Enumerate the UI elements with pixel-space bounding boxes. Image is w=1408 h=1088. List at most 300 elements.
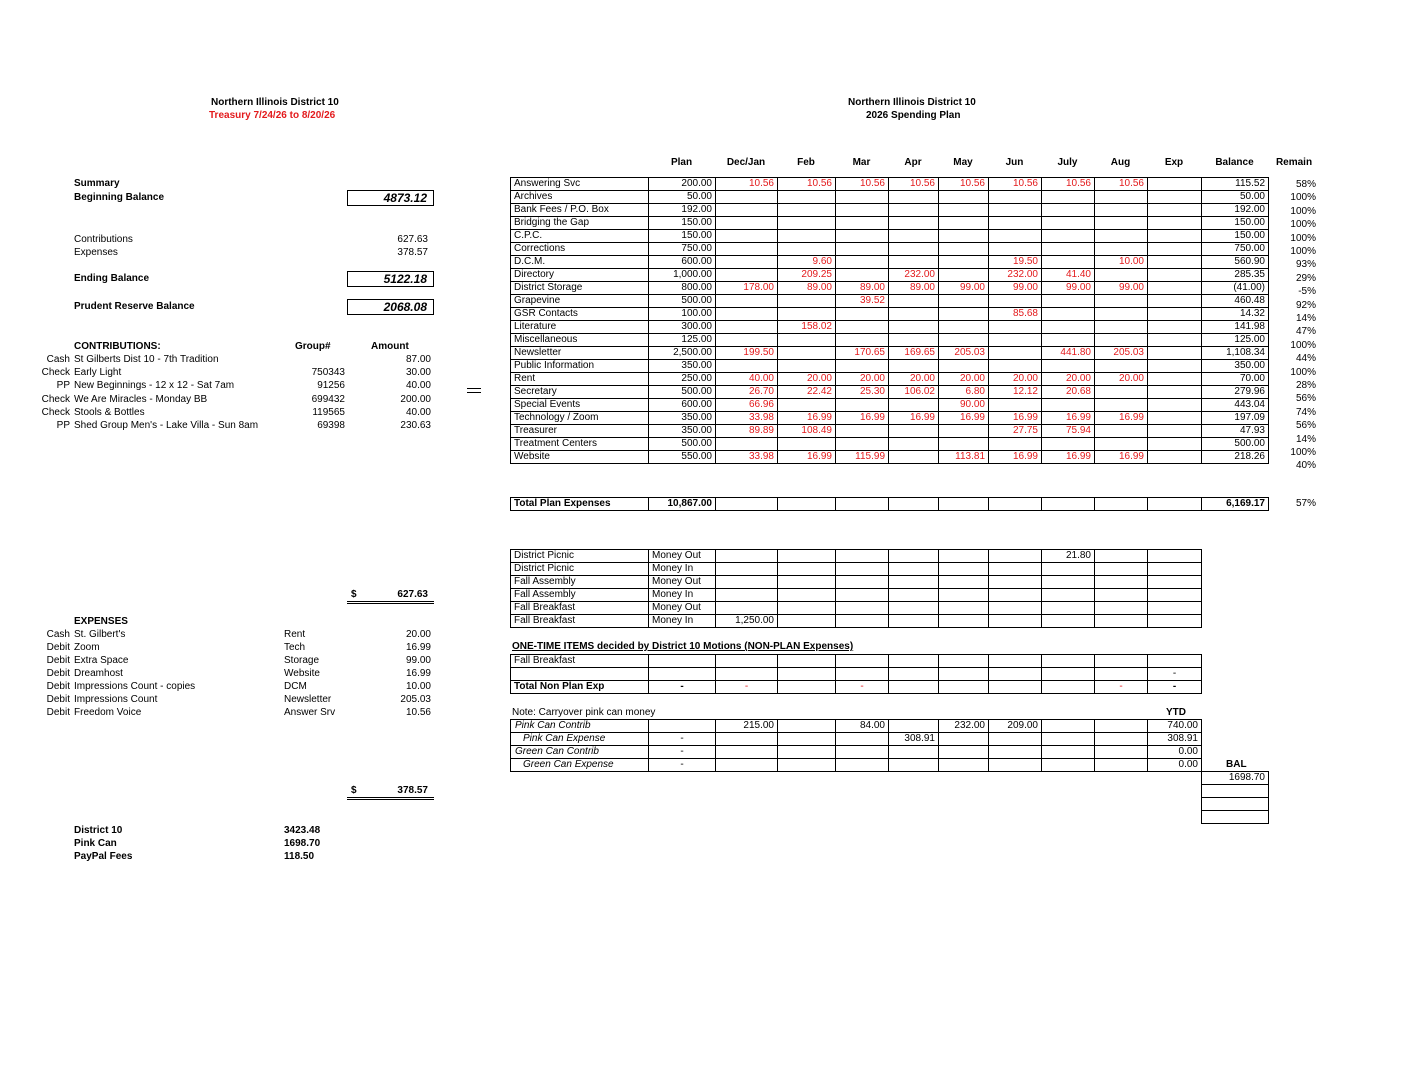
line-item-name: Special Events (511, 399, 649, 412)
monthly-expense (889, 451, 939, 464)
event-amount (1042, 589, 1095, 602)
monthly-expense (1042, 217, 1095, 230)
event-amount (1042, 576, 1095, 589)
monthly-expense (889, 230, 939, 243)
total-remain: 57% (1295, 498, 1316, 509)
event-amount (716, 602, 778, 615)
summary-label: Summary (74, 178, 120, 189)
monthly-expense (939, 321, 989, 334)
column-header-dec-jan: Dec/Jan (726, 157, 766, 168)
plan-row (511, 347, 1269, 360)
plan-amount: 500.00 (649, 438, 716, 451)
plan-amount: 350.00 (649, 360, 716, 373)
remain-percent: 28% (1295, 380, 1316, 391)
carryover-note: Note: Carryover pink can money (512, 707, 656, 718)
total-label: Total Plan Expenses (511, 498, 649, 511)
monthly-expense (1148, 412, 1202, 425)
monthly-expense (1148, 295, 1202, 308)
monthly-expense (1095, 217, 1148, 230)
monthly-expense (1095, 321, 1148, 334)
onetime-cell (716, 655, 778, 668)
monthly-expense (939, 425, 989, 438)
empty-cell (889, 498, 939, 511)
monthly-expense (1042, 334, 1095, 347)
monthly-expense: 16.99 (836, 412, 889, 425)
plan-amount: 750.00 (649, 243, 716, 256)
expense-name: Zoom (74, 642, 100, 653)
pink-can-cell (1095, 746, 1148, 759)
line-item-name: Secretary (511, 386, 649, 399)
expenses-summary-label: Expenses (74, 247, 118, 258)
contributor-name: Stools & Bottles (74, 406, 145, 418)
monthly-expense (939, 295, 989, 308)
onetime-cell (1042, 668, 1095, 681)
money-direction: Money Out (649, 602, 716, 615)
column-header-may: May (953, 157, 973, 168)
bal-row (1202, 798, 1269, 811)
event-amount (889, 589, 939, 602)
empty-cell (778, 498, 836, 511)
total-row (511, 498, 1269, 511)
monthly-expense (989, 230, 1042, 243)
plan-row (511, 269, 1269, 282)
balance-amount: 218.26 (1202, 451, 1269, 464)
pink-can-cell: 232.00 (939, 720, 989, 733)
contributor-name: We Are Miracles - Monday BB (74, 393, 208, 405)
expense-category: Answer Srv (284, 707, 336, 718)
beginning-balance-value: 4873.12 (347, 190, 434, 206)
pink-can-cell (889, 759, 939, 772)
contributions-summary-label: Contributions (74, 234, 133, 245)
onetime-cell (989, 655, 1042, 668)
plan-row (511, 334, 1269, 347)
contributions-total-value: 627.63 (397, 589, 428, 600)
monthly-expense: 170.65 (836, 347, 889, 360)
event-amount (989, 602, 1042, 615)
remain-percent: 100% (1290, 366, 1316, 378)
event-amount (1095, 615, 1148, 628)
plan-row (511, 282, 1269, 295)
balance-amount: 47.93 (1202, 425, 1269, 438)
monthly-expense (716, 295, 778, 308)
expenses-summary-value: 378.57 (397, 247, 428, 258)
nonplan-total-row (511, 681, 1202, 694)
line-item-name: Directory (511, 269, 649, 282)
fund-label: PayPal Fees (74, 851, 133, 862)
monthly-expense (989, 438, 1042, 451)
expense-amount: 20.00 (405, 629, 431, 640)
expense-category: DCM (284, 681, 307, 692)
pink-can-ytd: 308.91 (1148, 733, 1202, 746)
monthly-expense (1148, 399, 1202, 412)
monthly-expense (716, 243, 778, 256)
pink-can-cell (836, 746, 889, 759)
monthly-expense (1148, 360, 1202, 373)
treasury-subtitle: Treasury 7/24/26 to 8/20/26 (209, 110, 336, 121)
monthly-expense: 33.98 (716, 412, 778, 425)
event-amount (989, 550, 1042, 563)
line-item-name: Website (511, 451, 649, 464)
pink-can-cell (716, 733, 778, 746)
monthly-expense: 85.68 (989, 308, 1042, 321)
contributor-name: New Beginnings - 12 x 12 - Sat 7am (74, 380, 235, 392)
monthly-expense (989, 360, 1042, 373)
onetime-cell (778, 668, 836, 681)
payment-type: Cash (46, 629, 70, 640)
contributor-name: Shed Group Men's - Lake Villa - Sun 8am (74, 420, 259, 431)
monthly-expense (889, 295, 939, 308)
event-amount (778, 563, 836, 576)
nonplan-total-cell (889, 681, 939, 694)
event-amount (889, 615, 939, 628)
nonplan-total-cell: - (1148, 681, 1202, 694)
event-amount (1148, 563, 1202, 576)
event-name: District Picnic (511, 563, 649, 576)
plan-amount: 192.00 (649, 204, 716, 217)
monthly-expense (889, 360, 939, 373)
pink-can-cell: 215.00 (716, 720, 778, 733)
pink-can-cell (1095, 759, 1148, 772)
plan-row (511, 230, 1269, 243)
pink-can-cell (989, 746, 1042, 759)
monthly-expense (1148, 373, 1202, 386)
contribution-row (0, 354, 440, 367)
monthly-expense (716, 256, 778, 269)
pink-can-cell (716, 746, 778, 759)
empty-cell (989, 498, 1042, 511)
event-amount (1042, 602, 1095, 615)
empty-cell (716, 498, 778, 511)
payment-type: Cash (46, 354, 70, 365)
monthly-expense (1095, 204, 1148, 217)
expense-name: Impressions Count - copies (74, 681, 196, 692)
event-name: Fall Breakfast (511, 615, 649, 628)
balance-amount: 460.48 (1202, 295, 1269, 308)
event-amount (889, 550, 939, 563)
monthly-expense (989, 217, 1042, 230)
contributions-header: CONTRIBUTIONS: (74, 341, 161, 352)
monthly-expense (989, 243, 1042, 256)
event-amount (716, 576, 778, 589)
bal-row (1202, 785, 1269, 798)
event-amount (939, 550, 989, 563)
plan-row (511, 438, 1269, 451)
remain-percent: 93% (1295, 259, 1316, 271)
line-item-name: Archives (511, 191, 649, 204)
event-amount (989, 563, 1042, 576)
monthly-expense: 40.00 (716, 373, 778, 386)
event-amount (939, 563, 989, 576)
nonplan-total-cell: - (649, 681, 716, 694)
expense-category: Storage (284, 655, 320, 666)
monthly-expense (836, 360, 889, 373)
plan-subtitle: 2026 Spending Plan (866, 110, 961, 121)
onetime-cell: - (1148, 668, 1202, 681)
monthly-expense (778, 399, 836, 412)
plan-amount: 600.00 (649, 399, 716, 412)
expense-row (0, 681, 440, 694)
pink-can-cell: 308.91 (889, 733, 939, 746)
plan-amount: 800.00 (649, 282, 716, 295)
contribution-amount: 40.00 (405, 406, 431, 418)
events-table (510, 549, 1202, 628)
expense-name: Impressions Count (74, 694, 158, 705)
monthly-expense (1148, 204, 1202, 217)
expense-row (0, 707, 440, 720)
event-name: District Picnic (511, 550, 649, 563)
pink-can-cell: - (649, 759, 716, 772)
monthly-expense (836, 230, 889, 243)
monthly-expense: 16.99 (778, 451, 836, 464)
pink-can-cell (778, 733, 836, 746)
monthly-expense (716, 230, 778, 243)
pink-can-cell (1095, 733, 1148, 746)
onetime-cell (889, 668, 939, 681)
monthly-expense (939, 334, 989, 347)
onetime-cell (939, 668, 989, 681)
column-header-plan: Plan (670, 157, 693, 168)
balance-amount: 141.98 (1202, 321, 1269, 334)
monthly-expense (716, 334, 778, 347)
remain-percent: 14% (1295, 433, 1316, 445)
balance-amount: 115.52 (1202, 178, 1269, 191)
line-item-name: Treatment Centers (511, 438, 649, 451)
monthly-expense (836, 269, 889, 282)
monthly-expense (778, 191, 836, 204)
column-header-balance: Balance (1215, 157, 1254, 168)
monthly-expense (1148, 217, 1202, 230)
monthly-expense: 158.02 (778, 321, 836, 334)
contribution-amount: 30.00 (405, 367, 431, 379)
line-item-name: Rent (511, 373, 649, 386)
monthly-expense (1042, 295, 1095, 308)
contributions-summary-value: 627.63 (397, 234, 428, 245)
monthly-expense (889, 399, 939, 412)
plan-row (511, 412, 1269, 425)
nonplan-total-cell: - (716, 681, 778, 694)
monthly-expense (889, 256, 939, 269)
monthly-expense (889, 217, 939, 230)
pink-can-label: Green Can Contrib (511, 746, 649, 759)
monthly-expense: 90.00 (939, 399, 989, 412)
monthly-expense (778, 360, 836, 373)
remain-percent: 100% (1290, 447, 1316, 458)
monthly-expense (939, 230, 989, 243)
plan-amount: 1,000.00 (649, 269, 716, 282)
monthly-expense: 16.99 (989, 451, 1042, 464)
monthly-expense (1042, 230, 1095, 243)
contribution-row (0, 367, 440, 380)
monthly-expense (836, 256, 889, 269)
monthly-expense (778, 204, 836, 217)
pink-can-cell (1042, 720, 1095, 733)
monthly-expense (889, 191, 939, 204)
plan-amount: 150.00 (649, 230, 716, 243)
monthly-expense: 20.00 (989, 373, 1042, 386)
onetime-cell (778, 655, 836, 668)
total-plan-table (510, 497, 1269, 511)
monthly-expense: 41.40 (1042, 269, 1095, 282)
monthly-expense (1148, 282, 1202, 295)
monthly-expense: 10.56 (1095, 178, 1148, 191)
nonplan-total-cell (1042, 681, 1095, 694)
bal-label: BAL (1226, 759, 1247, 770)
monthly-expense: 26.70 (716, 386, 778, 399)
monthly-expense (939, 217, 989, 230)
monthly-expense (889, 243, 939, 256)
onetime-cell (939, 655, 989, 668)
group-number-header: Group# (295, 341, 331, 352)
balance-amount: 1,108.34 (1202, 347, 1269, 360)
pink-can-cell: - (649, 746, 716, 759)
monthly-expense (1095, 230, 1148, 243)
beginning-balance-label: Beginning Balance (74, 192, 165, 203)
plan-amount: 100.00 (649, 308, 716, 321)
monthly-expense (836, 217, 889, 230)
expense-amount: 16.99 (405, 642, 431, 653)
pink-can-cell (939, 746, 989, 759)
onetime-cell (1095, 655, 1148, 668)
monthly-expense: 106.02 (889, 386, 939, 399)
bal-table (1201, 771, 1269, 824)
payment-type: Debit (46, 655, 70, 666)
monthly-expense (1148, 230, 1202, 243)
pink-can-cell (778, 759, 836, 772)
monthly-expense (889, 308, 939, 321)
monthly-expense: 33.98 (716, 451, 778, 464)
pink-can-row (511, 759, 1202, 772)
event-amount (836, 615, 889, 628)
monthly-expense (716, 217, 778, 230)
remain-percent: 100% (1290, 246, 1316, 257)
pink-can-cell (989, 733, 1042, 746)
pink-can-cell: 84.00 (836, 720, 889, 733)
column-header-apr: Apr (904, 157, 922, 168)
monthly-expense: 10.56 (716, 178, 778, 191)
plan-row (511, 425, 1269, 438)
plan-amount: 500.00 (649, 386, 716, 399)
onetime-cell (649, 655, 716, 668)
column-header-jun: Jun (1005, 157, 1024, 168)
monthly-expense (836, 204, 889, 217)
event-amount (716, 550, 778, 563)
pink-can-cell (836, 759, 889, 772)
monthly-expense: 19.50 (989, 256, 1042, 269)
monthly-expense (989, 334, 1042, 347)
pink-can-cell (1042, 733, 1095, 746)
remain-percent: 92% (1295, 299, 1316, 311)
plan-amount: 350.00 (649, 412, 716, 425)
event-row (511, 563, 1202, 576)
monthly-expense: 75.94 (1042, 425, 1095, 438)
monthly-expense (889, 334, 939, 347)
balance-amount: 279.96 (1202, 386, 1269, 399)
onetime-cell (836, 668, 889, 681)
monthly-expense (989, 295, 1042, 308)
nonplan-total-cell: - (1095, 681, 1148, 694)
plan-row (511, 191, 1269, 204)
amount-header: Amount (371, 341, 409, 352)
monthly-expense (778, 347, 836, 360)
payment-type: Debit (46, 642, 70, 653)
pink-can-table (510, 719, 1202, 772)
contribution-row (0, 407, 440, 420)
monthly-expense (939, 191, 989, 204)
monthly-expense (778, 308, 836, 321)
monthly-expense: 10.56 (889, 178, 939, 191)
event-amount (939, 615, 989, 628)
line-item-name: District Storage (511, 282, 649, 295)
balance-amount: 150.00 (1202, 217, 1269, 230)
pink-can-cell (1095, 720, 1148, 733)
event-amount (889, 563, 939, 576)
line-item-name: Literature (511, 321, 649, 334)
payment-type: Check (41, 367, 70, 379)
balance-amount: 500.00 (1202, 438, 1269, 451)
monthly-expense (778, 438, 836, 451)
onetime-cell (1095, 668, 1148, 681)
pink-can-cell: 209.00 (989, 720, 1042, 733)
line-item-name: D.C.M. (511, 256, 649, 269)
monthly-expense: 99.00 (1042, 282, 1095, 295)
monthly-expense: 178.00 (716, 282, 778, 295)
line-item-name: Newsletter (511, 347, 649, 360)
monthly-expense: 16.99 (778, 412, 836, 425)
pink-can-cell (939, 759, 989, 772)
pink-can-cell (649, 720, 716, 733)
monthly-expense: 20.00 (778, 373, 836, 386)
monthly-expense: 113.81 (939, 451, 989, 464)
monthly-expense (989, 347, 1042, 360)
line-item-name: Bridging the Gap (511, 217, 649, 230)
plan-amount: 50.00 (649, 191, 716, 204)
event-amount (716, 589, 778, 602)
monthly-expense (716, 360, 778, 373)
monthly-expense (716, 308, 778, 321)
line-item-name: Grapevine (511, 295, 649, 308)
monthly-expense (1042, 243, 1095, 256)
event-amount (1148, 576, 1202, 589)
spending-plan-table (510, 177, 1269, 464)
monthly-expense (1042, 256, 1095, 269)
bal-empty-cell (1202, 798, 1269, 811)
monthly-expense: 89.00 (889, 282, 939, 295)
monthly-expense (1148, 321, 1202, 334)
monthly-expense (836, 243, 889, 256)
pink-can-cell: - (649, 733, 716, 746)
monthly-expense (939, 308, 989, 321)
group-number: 750343 (311, 367, 345, 379)
bal-empty-cell (1202, 811, 1269, 824)
monthly-expense: 27.75 (989, 425, 1042, 438)
monthly-expense: 199.50 (716, 347, 778, 360)
event-amount (1095, 563, 1148, 576)
monthly-expense (836, 438, 889, 451)
ending-balance-label: Ending Balance (74, 273, 150, 284)
empty-cell (836, 498, 889, 511)
nonplan-total-cell (778, 681, 836, 694)
empty-cell (1148, 498, 1202, 511)
money-direction: Money In (649, 615, 716, 628)
plan-title: Northern Illinois District 10 (848, 97, 976, 108)
event-amount: 21.80 (1042, 550, 1095, 563)
expense-row (0, 655, 440, 668)
expense-amount: 205.03 (400, 694, 431, 705)
monthly-expense (1042, 321, 1095, 334)
monthly-expense: 10.56 (778, 178, 836, 191)
monthly-expense: 16.99 (889, 412, 939, 425)
fund-label: District 10 (74, 825, 123, 836)
